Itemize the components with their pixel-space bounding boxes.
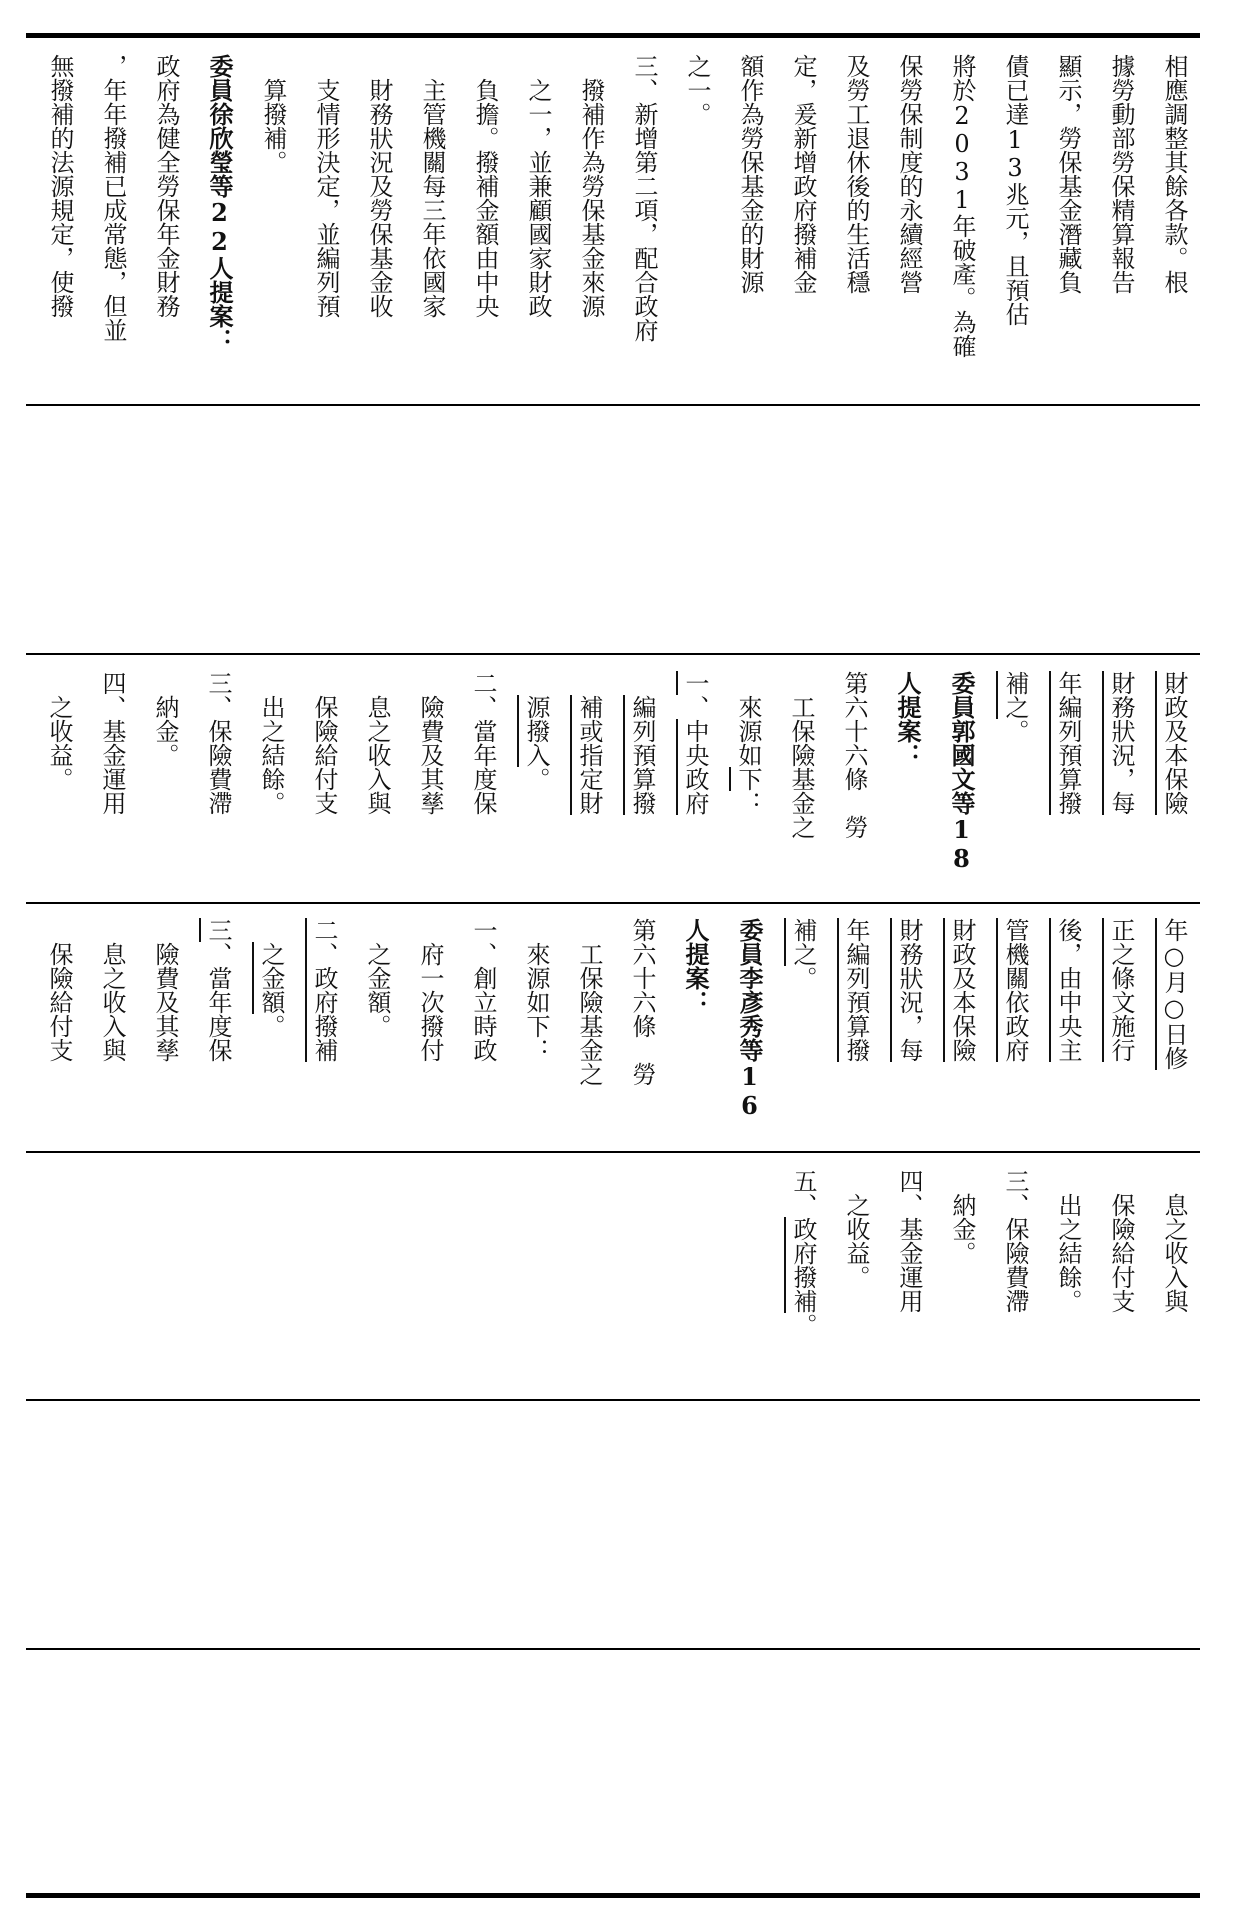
text-segment: 保險給付支 [45,918,73,1062]
text-segment: ： [734,791,762,815]
text-line [1147,54,1200,404]
text-segment: 納金。 [948,1169,976,1265]
text-segment: 人提案： [681,918,710,1014]
text-segment: 政府為健全勞保年金財務 [152,54,180,318]
text-segment: 算撥補。 [259,54,287,174]
text-segment: 之收益。 [45,671,73,791]
text-line [935,1169,988,1399]
text-line [829,54,882,404]
text-segment: 之一。 [683,54,711,126]
text-line [1147,918,1200,1151]
text-segment [628,671,656,695]
text-segment: 。 [789,1313,817,1337]
text-segment: 工保險基金之 [575,918,603,1086]
text-segment: 來源如 [734,671,762,767]
empty-band-3 [26,1650,1200,1893]
text-segment: 正之條文施行 [1107,918,1135,1062]
text-line [509,671,562,902]
text-segment: 負擔。撥補金額由中央 [471,54,499,318]
text-segment: 財務狀況，每 [895,918,923,1062]
text-line [403,671,456,902]
text-segment: 保勞保制度的永續經營 [895,54,923,294]
text-line [1147,671,1200,902]
text-line [1094,54,1147,404]
text-segment: 息之收入與 [98,918,126,1062]
text-segment: 、當年度保 [204,942,232,1062]
text-line [32,671,85,902]
text-line [564,54,617,404]
text-line [297,671,350,902]
text-segment: 額作為勞保基金的財源 [736,54,764,294]
text-line [1041,671,1094,902]
text-segment: 撥補作為勞保基金來源 [577,54,605,318]
text-segment: 人提案： [893,671,922,767]
text-segment: 補之 [789,918,817,966]
text-line [1041,1169,1094,1399]
text-segment: 財政及本保險 [1160,671,1188,815]
text-line [299,54,352,404]
text-segment: 顯示，勞保基金潛藏負 [1054,54,1082,294]
text-line [776,918,829,1151]
text-line [723,54,776,404]
text-segment: 四、基金運用 [895,1169,923,1313]
text-segment: 管機關依政府 [1001,918,1029,1062]
text-segment: 出之結餘。 [1054,1169,1082,1313]
text-segment: 險費及其孳 [416,671,444,815]
text-line [350,918,403,1151]
text-segment: ，年年撥補已成常態，但並 [99,54,127,342]
text-line [244,671,297,902]
text-line [935,54,988,404]
text-segment: 之金額。 [363,918,391,1038]
text-line [405,54,458,404]
text-line [139,54,192,404]
text-line [935,918,988,1151]
text-line [191,671,244,902]
text-segment: 財務狀況，每 [1107,671,1135,815]
text-line [85,918,138,1151]
text-segment: 財務狀況及勞保基金收 [365,54,393,318]
text-line [882,918,935,1151]
text-line [403,918,456,1151]
text-line [615,918,668,1151]
text-segment: 五、 [789,1169,817,1217]
text-segment: 將於2031年破產。為確 [948,54,976,358]
proposal-column-right [32,902,1200,1151]
text-line [615,671,668,902]
text-segment: 及勞工退休後的生活穩 [842,54,870,294]
text-segment: 源撥入 [522,695,550,767]
text-segment: 年○月○日修 [1160,918,1188,1070]
text-block-continuation [776,1153,1200,1399]
text-line [1094,918,1147,1151]
empty-band-1 [26,406,1200,653]
text-line [721,671,774,902]
text-segment: 第六十六條 勞 [628,918,656,1086]
text-segment [575,671,603,695]
text-segment [257,918,285,942]
text-line [138,918,191,1151]
text-segment: 補之 [1001,671,1029,719]
text-segment: 相應調整其餘各款。根 [1160,54,1188,294]
text-line [882,54,935,404]
text-line [191,918,244,1151]
text-segment: 三、新增第二項，配合政府 [630,54,658,342]
band-continuation [26,1153,1200,1399]
text-line [776,54,829,404]
text-segment: 委員徐欣瑩等22人提案： [205,54,234,352]
text-line [509,918,562,1151]
text-line [774,671,827,902]
text-segment: 險費及其孳 [151,918,179,1062]
text-segment: 政府撥補 [789,1217,817,1313]
text-segment: 下 [734,767,762,791]
text-segment: 二、 [310,918,338,966]
text-line [988,54,1041,404]
text-segment: 委員郭國文等18 [947,671,976,873]
text-segment: 一 [681,671,709,695]
text-line [456,918,509,1151]
text-line [1041,54,1094,404]
text-line [934,671,988,902]
text-segment: 之一，並兼顧國家財政 [524,54,552,318]
text-line [882,1169,935,1399]
text-line [350,671,403,902]
text-segment: 後，由中央主 [1054,918,1082,1062]
text-line [1094,671,1147,902]
text-segment: 據勞動部勞保精算報告 [1107,54,1135,294]
text-line [827,671,880,902]
text-line [668,671,721,902]
text-line [668,918,722,1151]
text-line [829,1169,882,1399]
text-line [246,54,299,404]
text-line [722,918,776,1151]
text-segment: 。 [522,767,550,791]
text-line [1147,1169,1200,1399]
proposal-column-left [32,655,1200,902]
text-line [511,54,564,404]
text-segment: 年編列預算撥 [1054,671,1082,815]
text-line [458,54,511,404]
text-line [988,671,1041,902]
text-line [297,918,350,1151]
text-line [829,918,882,1151]
text-line [192,54,246,404]
text-segment: 之收益。 [842,1169,870,1289]
text-segment: 無撥補的法源規定，使撥 [46,54,74,318]
text-segment: 第六十六條 勞 [840,671,868,839]
text-line [244,918,297,1151]
text-segment: 二、當年度保 [469,671,497,815]
text-segment: 、 [681,695,709,719]
text-line [32,918,85,1151]
text-line [988,918,1041,1151]
text-segment: 四、基金運用 [98,671,126,815]
text-segment: 委員李彥秀等16 [735,918,764,1120]
text-line [617,54,670,404]
text-segment: 中央政府 [681,719,709,815]
text-segment: 定，爰新增政府撥補金 [789,54,817,294]
text-line [1041,918,1094,1151]
text-line [562,918,615,1151]
text-line [138,671,191,902]
text-segment [522,671,550,695]
text-segment: 工保險基金之 [787,671,815,839]
text-segment: 主管機關每三年依國家 [418,54,446,318]
bottom-rule [26,1893,1200,1898]
text-line [880,671,934,902]
text-segment: 補或指定財 [575,695,603,815]
text-line [352,54,405,404]
text-line [86,54,139,404]
text-segment: 息之收入與 [1160,1169,1188,1313]
text-block [33,38,1200,404]
text-segment: 保險給付支 [1107,1169,1135,1313]
text-line [1094,1169,1147,1399]
text-segment: 三 [204,918,232,942]
empty-band-2 [26,1401,1200,1648]
text-segment: 息之收入與 [363,671,391,815]
text-line [776,1169,829,1399]
text-segment: 財政及本保險 [948,918,976,1062]
text-line [85,671,138,902]
text-segment: 。 [789,966,817,990]
band-explanation [26,38,1200,404]
text-segment: 三、保險費滯 [204,671,232,815]
text-segment: 之金額 [257,942,285,1014]
text-line [33,54,86,404]
text-segment: 年編列預算撥 [842,918,870,1062]
text-segment: 編列預算撥 [628,695,656,815]
text-line [670,54,723,404]
text-segment: 納金。 [151,671,179,767]
text-line [988,1169,1041,1399]
text-segment: 三、保險費滯 [1001,1169,1029,1313]
text-segment: 政府撥補 [310,966,338,1062]
text-segment: 。 [1001,719,1029,743]
band-proposals [26,655,1200,1151]
text-segment: 保險給付支 [310,671,338,815]
text-segment: 一、創立時政 [469,918,497,1062]
text-line [456,671,509,902]
text-segment: 支情形決定，並編列預 [312,54,340,318]
text-segment: 來源如下： [522,918,550,1062]
text-segment: 債已達13兆元，且預估 [1001,54,1029,326]
text-line [562,671,615,902]
text-segment: 府一次撥付 [416,918,444,1062]
text-segment: 。 [257,1014,285,1038]
text-segment: 出之結餘。 [257,671,285,815]
